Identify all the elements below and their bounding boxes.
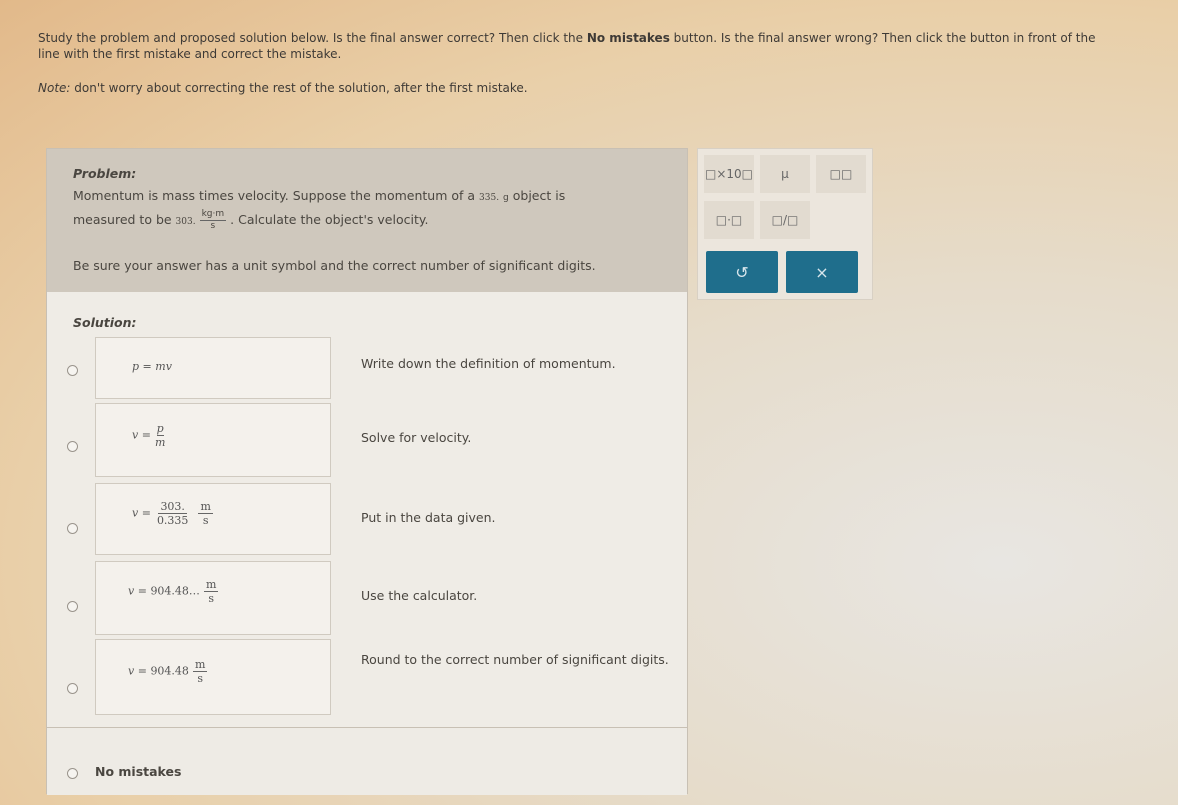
- step-radio[interactable]: [67, 523, 78, 534]
- step-expression[interactable]: v = 904.48 $\frac{m}{s}$: [95, 639, 331, 715]
- problem-text: Momentum is mass times velocity. Suppose the momentum of a: [73, 188, 480, 203]
- fraction-button[interactable]: □/□: [760, 201, 810, 239]
- problem-text: measured to be: [73, 212, 176, 227]
- solution-step-5: [47, 639, 687, 711]
- solution-step-3: [47, 483, 687, 555]
- step-explanation: Use the calculator.: [361, 588, 478, 603]
- solution-step-2: [47, 403, 687, 475]
- momentum-value: 303.: [175, 217, 196, 227]
- superscript-button[interactable]: □□: [816, 155, 866, 193]
- note: Note: don't worry about correcting the rest of the solution, after the first mistake.: [38, 81, 528, 95]
- no-mistakes-row[interactable]: [47, 727, 687, 795]
- times-ten-power-button[interactable]: □×10□: [704, 155, 754, 193]
- step-expression[interactable]: v = $\frac{p}{m}$: [95, 403, 331, 477]
- multiply-dot-button[interactable]: □·□: [704, 201, 754, 239]
- no-mistakes-button[interactable]: No mistakes: [95, 764, 182, 779]
- mass-value: 335.: [479, 193, 500, 203]
- clear-button[interactable]: ×: [786, 251, 858, 293]
- problem-section: [47, 149, 687, 292]
- problem-panel: [46, 148, 688, 794]
- step-expression[interactable]: v = $\frac{303.}{0.335}$ $\frac{m}{s}$: [95, 483, 331, 555]
- step-expression[interactable]: v = 904.48… $\frac{m}{s}$: [95, 561, 331, 635]
- step-explanation: Round to the correct number of significant digits.: [361, 652, 669, 667]
- problem-text: . Calculate the object's velocity.: [230, 212, 429, 227]
- mass-unit: g: [503, 193, 509, 203]
- step-radio[interactable]: [67, 441, 78, 452]
- no-mistakes-radio[interactable]: [67, 768, 78, 779]
- instructions: Study the problem and proposed solution below. Is the final answer correct? Then click the No mistakes button. Is the final answer wrong? Then click the button in front of the line with the first mistake and correct the mistake.: [38, 31, 1096, 61]
- step-expression[interactable]: p = mv: [95, 337, 331, 399]
- step-explanation: Write down the definition of momentum.: [361, 356, 616, 371]
- solution-step-1: [47, 337, 687, 409]
- problem-title: Problem:: [73, 166, 137, 181]
- step-radio[interactable]: [67, 601, 78, 612]
- momentum-unit: $\frac{kg\cdot m}{s}$: [201, 209, 225, 231]
- problem-instruction: Be sure your answer has a unit symbol and the correct number of significant digits.: [73, 258, 596, 273]
- step-radio[interactable]: [67, 365, 78, 376]
- solution-step-4: [47, 561, 687, 633]
- step-explanation: Put in the data given.: [361, 510, 496, 525]
- mu-button[interactable]: μ: [760, 155, 810, 193]
- problem-text: object is: [508, 188, 566, 203]
- solution-title: Solution:: [73, 315, 137, 330]
- math-palette: [697, 148, 873, 300]
- undo-button[interactable]: ↺: [706, 251, 778, 293]
- step-radio[interactable]: [67, 683, 78, 694]
- step-explanation: Solve for velocity.: [361, 430, 472, 445]
